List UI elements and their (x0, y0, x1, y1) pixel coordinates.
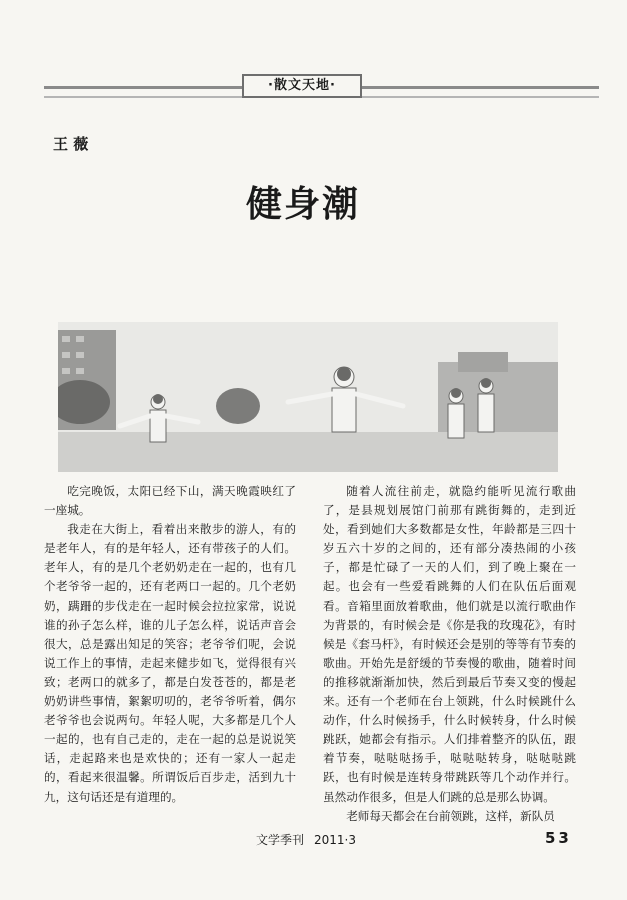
section-tag: ·散文天地· (242, 74, 362, 98)
tai-chi-group-exercise-photo-icon (58, 322, 558, 472)
paragraph: 吃完晚饭，太阳已经下山，满天晚霞映红了一座城。 (44, 484, 296, 518)
author-name: 王 薇 (53, 135, 89, 153)
right-column (323, 482, 576, 826)
left-column (44, 482, 296, 807)
article-title: 健身潮 (246, 184, 361, 225)
paragraph: 我走在大街上，看着出来散步的游人，有的是老年人，有的是年轻人，还有带孩子的人们。老年人，有的是几个老奶奶走在一起的，也有几个老爷爷一起的，还有老两口一起的。几个老奶奶，蹒跚的步伐走在一起时候会拉拉家常，说说谁的孙子怎么样，谁的儿子怎么样，说话声音会很大，总是露出知足的笑容；老爷爷们呢，会说说工作上的事情，走起来健步如飞，觉得很有兴致；老两口的就多了，都是白发苍苍的，都是老奶奶讲些事情，絮絮叨叨的，老爷爷听着，偶尔老爷爷也会说两句。年轻人呢，大多都是几个人一起的，也有自己走的，走在一起的总是说说笑话，走起路来也是欢快的；还有一家人一起走的，看起来很温馨。所谓饭后百步走，活到九十九，这句话还是有道理的。 (44, 522, 296, 804)
footer-magazine (256, 831, 356, 848)
magazine-name: 文学季刊 (256, 833, 305, 847)
paragraph: 随着人流往前走，就隐约能听见流行歌曲了，是县规划展馆门前那有跳街舞的，走到近处，看到她们大多数都是女性，年龄都是三四十岁五六十岁的之间的，还有部分凑热闹的小孩子，都是忙碌了一天的人们，到了晚上聚在一起。也会有一些爱看跳舞的人们在队伍后面观看。音箱里面放着歌曲，他们就是以流行歌曲作为背景的，有时候会是《你是我的玫瑰花》，有时候是《套马杆》，有时候还会是别的等等有节奏的歌曲。开始先是舒缓的节奏慢的歌曲，随着时间的推移就渐渐加快，然后到最后节奏又变的慢起来。还有一个老师在台上领跳，什么时候跳什么动作，什么时候扬手，什么时候转身，什么时候跳跃，她都会有指示。人们排着整齐的队伍，跟着节奏，哒哒哒扬手，哒哒哒转身，哒哒哒跳跃，也有时候是连转身带跳跃等几个动作并行。虽然动作很多，但是人们跳的总是那么协调。 (323, 484, 576, 804)
paragraph: 老师每天都会在台前领跳，这样，新队员 (346, 808, 555, 823)
page-number: 53 (545, 829, 572, 847)
issue-number: 2011·3 (314, 833, 357, 847)
article-photo (58, 322, 558, 472)
